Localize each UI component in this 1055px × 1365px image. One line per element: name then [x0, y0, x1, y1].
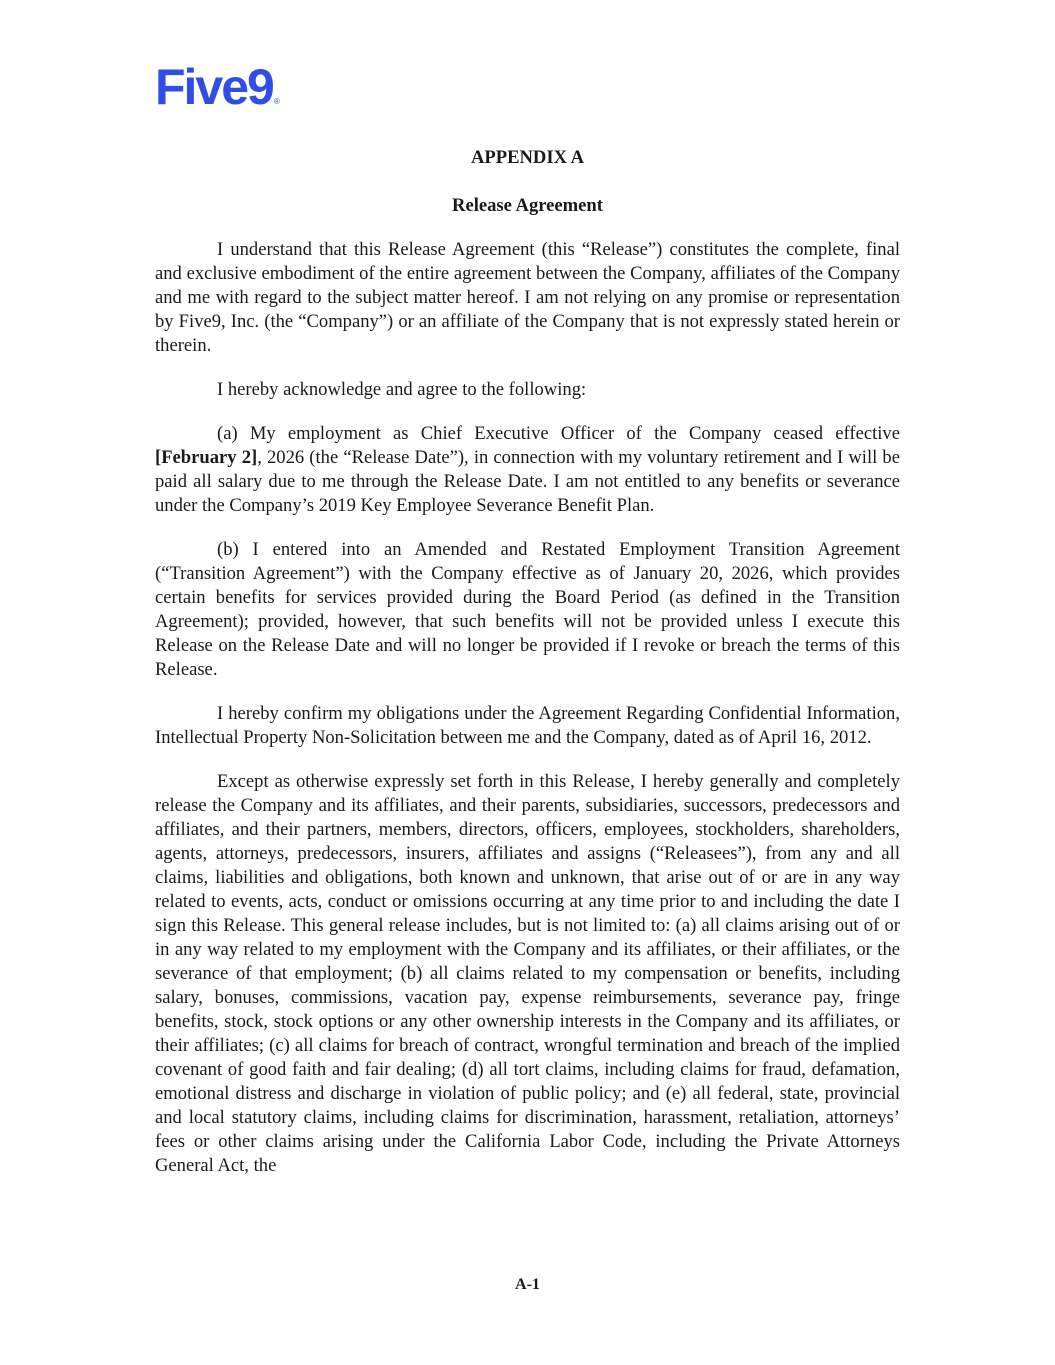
paragraph-acknowledge: I hereby acknowledge and agree to the following:	[217, 379, 587, 400]
document-body	[155, 146, 900, 1198]
paragraph-employment-suffix: , 2026 (the “Release Date”), in connection with my voluntary retirement and I will be paid all salary due to me through the Release Date. I am not entitled to any benefits or severance under the Company’s 2019 Key Employee Severance Benefit Plan.	[155, 447, 900, 516]
paragraph-general-release: Except as otherwise expressly set forth in this Release, I hereby generally and completely release the Company and its affiliates, and their parents, subsidiaries, successors, predecessors and affiliates, and their partners, members, directors, officers, employees, stockholders, shareholders, agents, attorneys, predecessors, insurers, affiliates and assigns (“Releasees”), from any and all claims, liabilities and obligations, both known and unknown, that arise out of or are in any way related to events, acts, conduct or omissions occurring at any time prior to and including the date I sign this Release. This general release includes, but is not limited to: (a) all claims arising out of or in any way related to my employment with the Company and its affiliates, or their affiliates, or the severance of that employment; (b) all claims related to my compensation or benefits, including salary, bonuses, commissions, vacation pay, expense reimbursements, severance pay, fringe benefits, stock, stock options or any other ownership interests in the Company and its affiliates, or their affiliates; (c) all claims for breach of contract, wrongful termination and breach of the implied covenant of good faith and fair dealing; (d) all tort claims, including claims for fraud, defamation, emotional distress and discharge in violation of public policy; and (e) all federal, state, provincial and local statutory claims, including claims for discrimination, harassment, retaliation, attorneys’ fees or other claims arising under the California Labor Code, including the Private Attorneys General Act, the	[155, 771, 900, 1176]
appendix-title: APPENDIX A	[470, 147, 585, 168]
paragraph-employment-prefix: (a) My employment as Chief Executive Officer of the Company ceased effective	[217, 423, 900, 444]
paragraph-confidentiality: I hereby confirm my obligations under the Agreement Regarding Confidential Information, Intellectual Property Non-Solicitation between me and the Company, dated as of April 16, 2012.	[155, 703, 900, 748]
page-number: A-1	[515, 1276, 540, 1293]
document-subtitle: Release Agreement	[452, 195, 603, 216]
logo-registered-mark: ®	[273, 97, 280, 106]
paragraph-transition-agreement: (b) I entered into an Amended and Restated Employment Transition Agreement (“Transition Agreement”) with the Company effective as of January 20, 2026, which provides certain benefits for services provided during the Board Period (as defined in the Transition Agreement); provided, however, that such benefits will not be provided unless I execute this Release on the Release Date and will no longer be provided if I revoke or breach the terms of this Release.	[155, 539, 900, 680]
five9-logo	[155, 52, 280, 115]
paragraph-employment-ceased	[155, 422, 900, 518]
logo-wordmark: Five9	[155, 59, 273, 115]
paragraph-entire-agreement: I understand that this Release Agreement (this “Release”) constitutes the complete, final and exclusive embodiment of the entire agreement between the Company, affiliates of the Company and me with regard to the subject matter hereof. I am not relying on any promise or representation by Five9, Inc. (the “Company”) or an affiliate of the Company that is not expressly stated herein or therein.	[155, 239, 900, 356]
release-date-placeholder: [February 2]	[155, 447, 258, 468]
